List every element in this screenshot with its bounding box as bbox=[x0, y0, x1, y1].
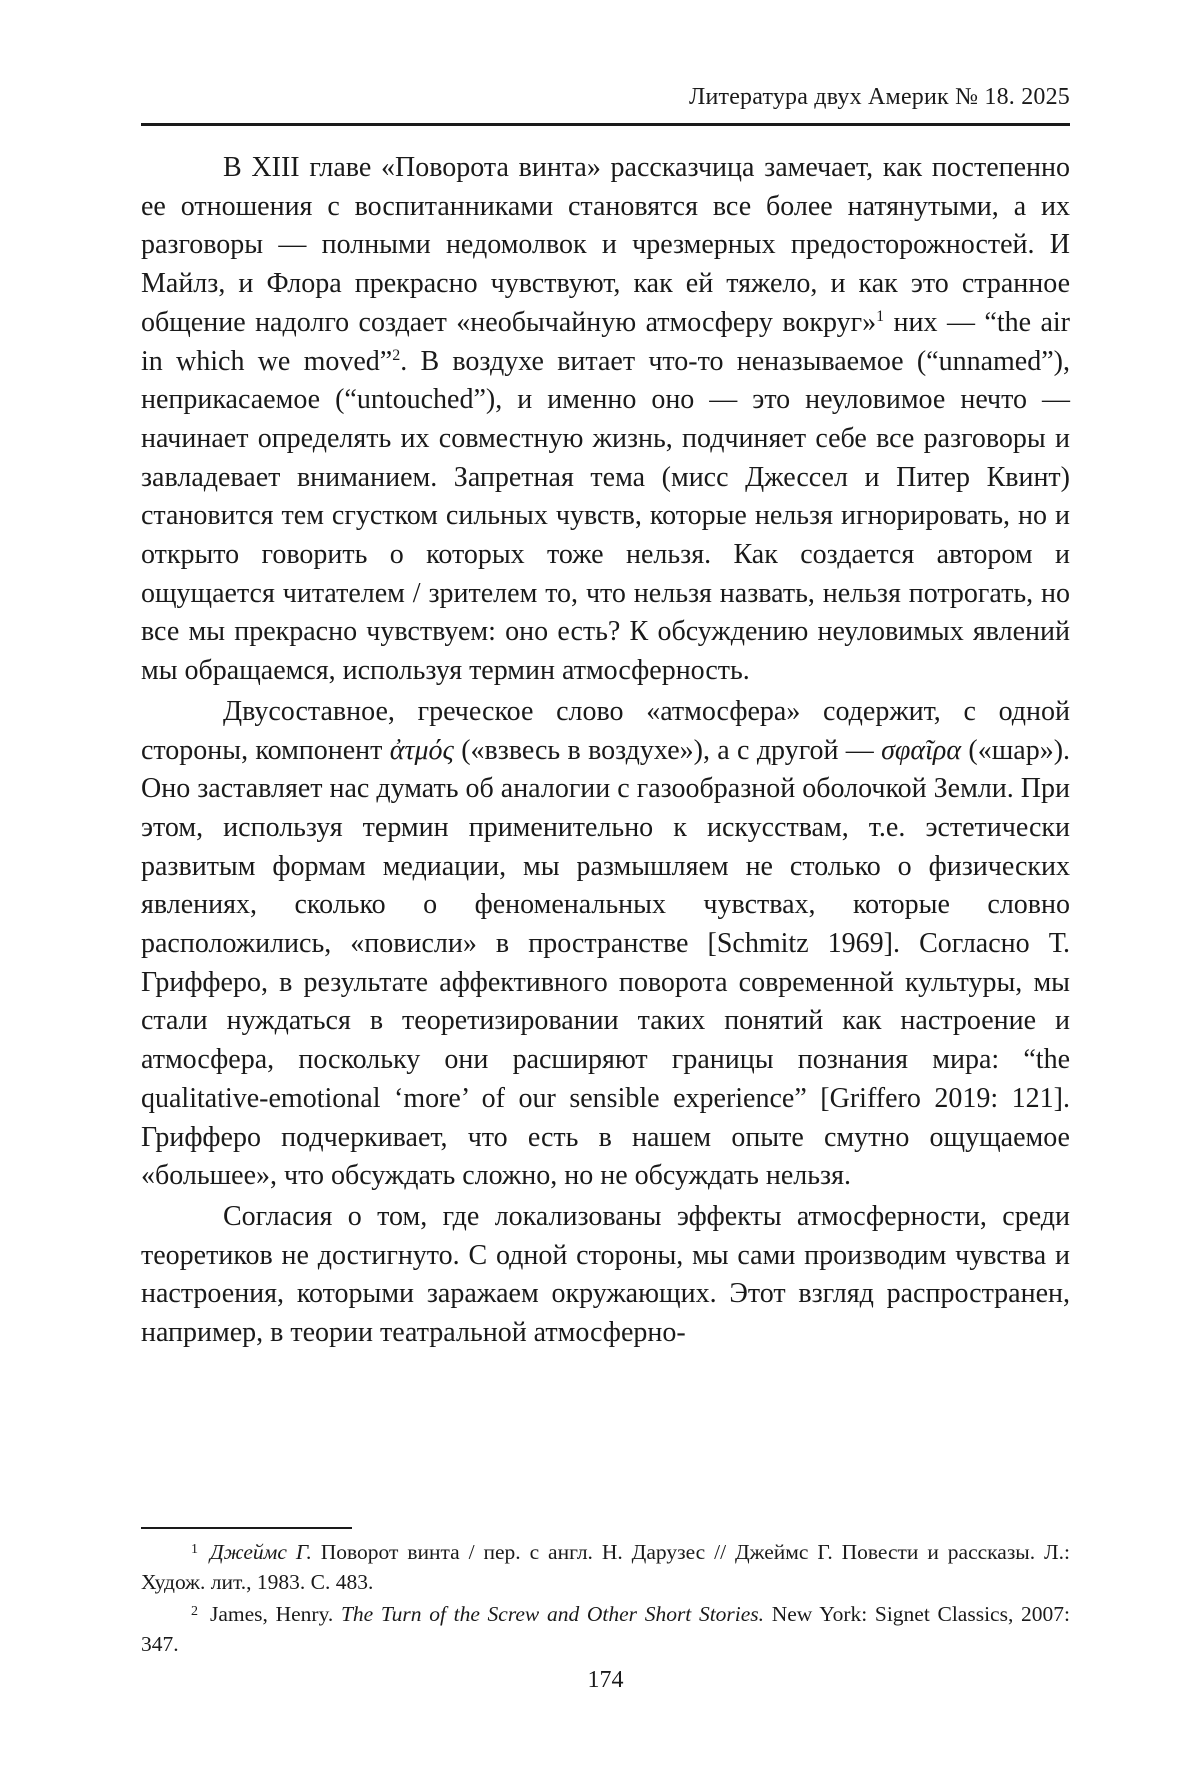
footnote-1-text: Поворот винта / пер. с англ. Н. Дарузес // Джеймс Г. Повести и рассказы. Л.: Худож. лит., 1983. С. 483. bbox=[141, 1540, 1070, 1594]
paragraph-2-end: («шар»). Оно заставляет нас думать об аналогии с газообразной оболочкой Земли. При этом, используя термин применительно к искусствам, т.е. эстетически развитым формам медиации, мы размышляем не столько о физических явлениях, сколько о феноменальных чувствах, которые словно расположились, «повисли» в пространстве [Schmitz 1969]. Согласно Т. Грифферо, в результате аффективного поворота современной культуры, мы стали нуждаться в теоретизировании таких понятий как настроение и атмосфера, поскольку они расширяют границы познания мира: “the qualitative-emotional ‘more’ of our sensible experience” [Griffero 2019: 121]. Грифферо подчеркивает, что есть в нашем опыте смутно ощущаемое «большее», что обсуждать сложно, но не обсуждать нельзя. bbox=[141, 734, 1071, 1192]
footnote-2-author: James, Henry. bbox=[210, 1602, 341, 1626]
footnote-ref-1[interactable]: 1 bbox=[876, 307, 885, 325]
page-number: 174 bbox=[587, 1667, 624, 1693]
greek-term-atmos: ἀτμός bbox=[389, 734, 454, 766]
paragraph-1-text: В XIII главе «Поворота винта» рассказчица замечает, как постепенно ее отношения с воспитанниками становятся все более натянутыми, а их разговоры — полными недомолвок и чрезмерных предосторожностей. И Майлз, и Флора прекрасно чувствуют, как ей тяжело, и как это странное общение надолго создает «необычайную атмосферу вокруг» bbox=[141, 152, 1070, 338]
footnote-1 bbox=[141, 1535, 1070, 1597]
footnote-2 bbox=[141, 1597, 1070, 1659]
footnote-2-text: New York: Signet Classics, 2007: 347. bbox=[141, 1602, 1070, 1656]
paragraph-3: Согласия о том, где локализованы эффекты атмосферности, среди теоретиков не достигнуто. С одной стороны, мы сами производим чувства и настроения, которыми заражаем окружающих. Этот взгляд распространен, например, в теории театральной атмосферно- bbox=[141, 1200, 1070, 1349]
header-rule bbox=[141, 123, 1070, 126]
footnote-2-title: The Turn of the Screw and Other Short Stories. bbox=[340, 1602, 765, 1626]
footnote-1-author: Джеймс Г. bbox=[210, 1540, 312, 1564]
footnote-2-number: 2 bbox=[191, 1604, 198, 1619]
running-header: Литература двух Америк № 18. 2025 bbox=[688, 84, 1070, 110]
footnote-1-number: 1 bbox=[191, 1542, 198, 1557]
greek-term-sphaira: σφαῖρα bbox=[881, 734, 962, 766]
paragraph-1 bbox=[141, 149, 1070, 691]
footnote-rule bbox=[141, 1527, 352, 1529]
paragraph-2-start: Двусоставное, греческое слово «атмосфера» содержит, с одной стороны, компонент bbox=[141, 695, 1070, 766]
paragraph-2-mid: («взвесь в воздухе»), а с другой — bbox=[453, 734, 882, 766]
paragraph-1-mid: них — “the air in which we moved” bbox=[141, 306, 1070, 377]
footnote-ref-2[interactable]: 2 bbox=[392, 346, 401, 364]
main-text bbox=[141, 149, 1070, 1353]
footnotes bbox=[141, 1535, 1070, 1659]
paragraph-1-end: . В воздухе витает что-то неназываемое (“unnamed”), неприкасаемое (“untouched”), и именно оно — это неуловимое нечто — начинает определять их совместную жизнь, подчиняет себе все разговоры и завладевает вниманием. Запретная тема (мисс Джессел и Питер Квинт) становится тем сгустком сильных чувств, которые нельзя игнорировать, но и открыто говорить о которых тоже нельзя. Как создается автором и ощущается читателем / зрителем то, что нельзя назвать, нельзя потрогать, но все мы прекрасно чувствуем: оно есть? К обсуждению неуловимых явлений мы обращаемся, используя термин атмосферность. bbox=[141, 345, 1070, 687]
paragraph-2 bbox=[141, 693, 1070, 1196]
